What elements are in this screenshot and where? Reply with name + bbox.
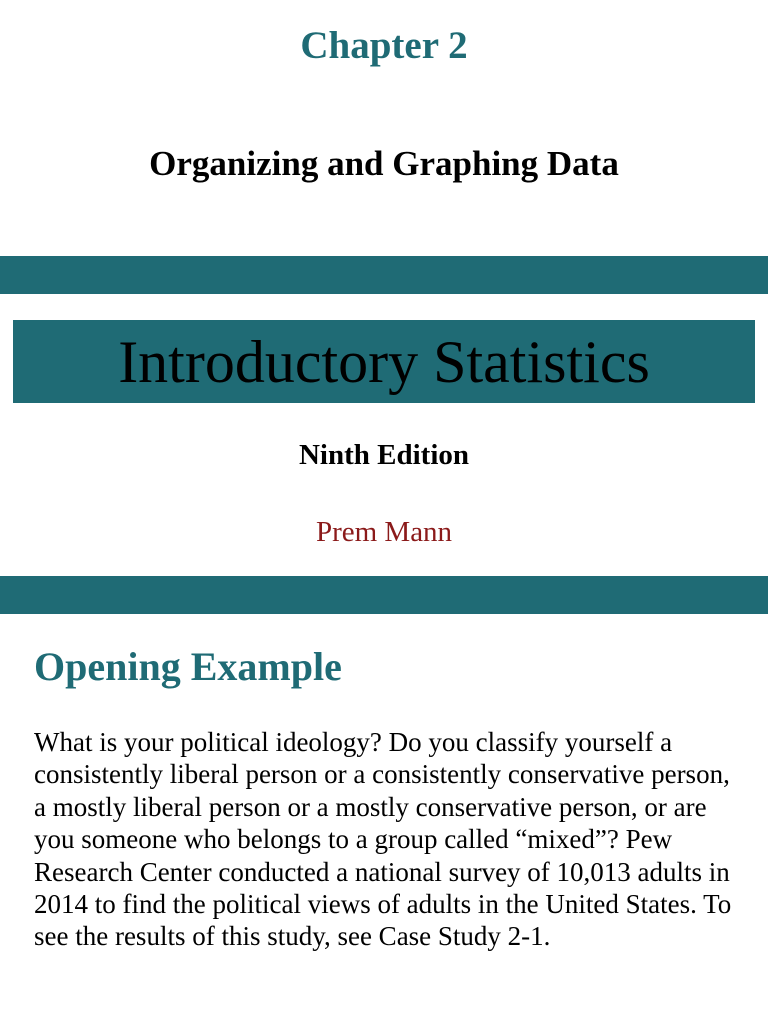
author-name: Prem Mann [315,516,453,548]
bottom-divider-band [0,576,768,614]
chapter-subtitle: Organizing and Graphing Data [149,144,619,183]
top-divider-band [0,256,768,294]
edition-label: Ninth Edition [298,439,470,471]
opening-example-heading: Opening Example [34,644,342,689]
chapter-slide [0,0,768,256]
opening-example-body: What is your political ideology? Do you classify yourself a consistently liberal person or a consistently conservative person, a mostly liberal person or a mostly conservative person, or are you someone who belongs to a group called “mixed”? Pew Research Center conducted a national survey of 10,013 adults in 2014 to find the political views of adults in the United States. To see the results of this study, see Case Study 2-1. [34,727,732,952]
chapter-title: Chapter 2 [300,24,468,67]
book-title: Introductory Statistics [118,328,650,395]
book-title-banner [13,320,755,403]
